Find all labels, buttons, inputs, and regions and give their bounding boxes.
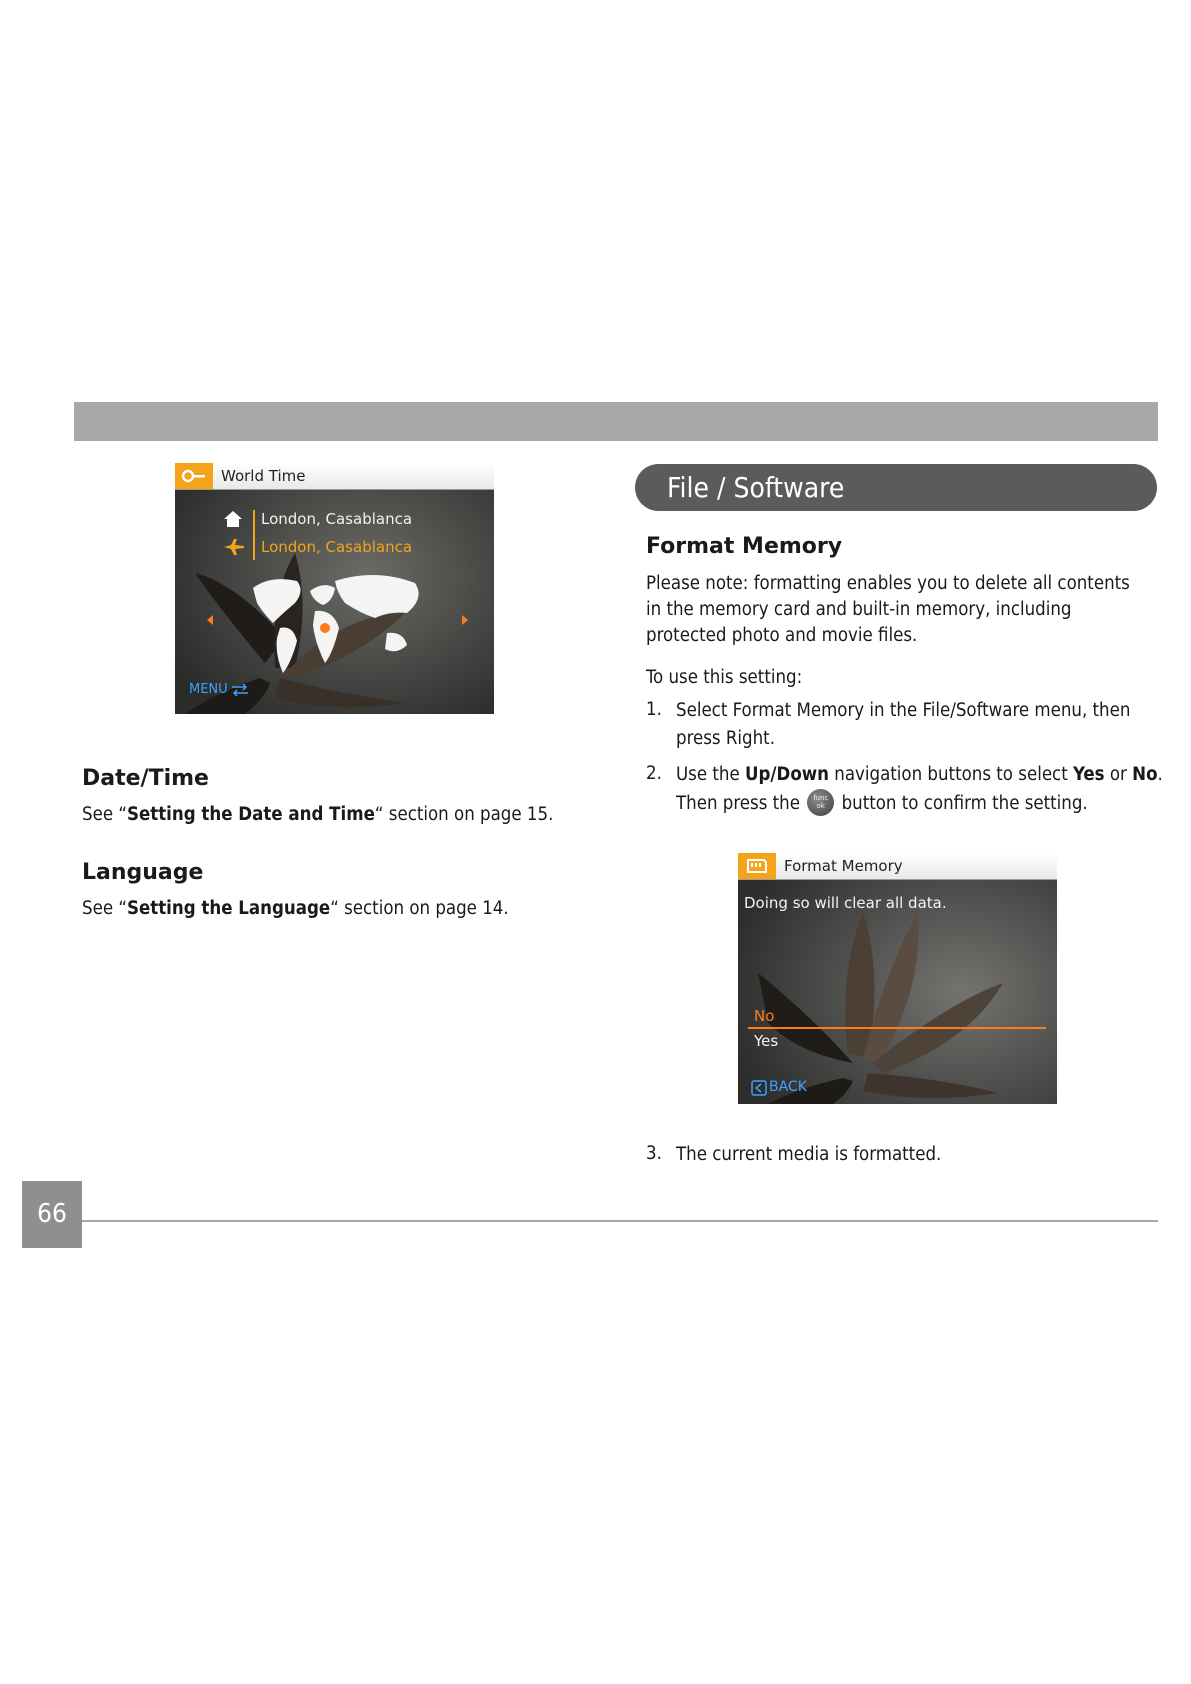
language-heading: Language bbox=[82, 860, 204, 885]
format-memory-screenshot bbox=[738, 853, 1057, 1104]
step-3-number: 3. bbox=[646, 1143, 662, 1164]
header-bar bbox=[74, 402, 1158, 441]
language-text: See “Setting the Language“ section on page 14. bbox=[82, 898, 509, 919]
key-icon bbox=[175, 463, 213, 489]
world-map-background bbox=[175, 463, 494, 714]
airplane-icon bbox=[222, 538, 246, 556]
menu-hint: MENU bbox=[189, 682, 228, 697]
date-time-heading: Date/Time bbox=[82, 766, 209, 791]
format-memory-note: Please note: formatting enables you to delete all contents in the memory card and built-in memory, including protected photo and movie files. bbox=[646, 573, 1130, 646]
format-memory-screen-title: Format Memory bbox=[784, 857, 903, 875]
date-time-text: See “Setting the Date and Time“ section on page 15. bbox=[82, 804, 554, 825]
home-icon bbox=[223, 510, 243, 528]
format-memory-intro: To use this setting: bbox=[646, 667, 803, 688]
flower-background bbox=[738, 853, 1057, 1104]
step-2-text: Use the Up/Down navigation buttons to select Yes or No. Then press the func ok button to confirm the setting. bbox=[676, 761, 1166, 818]
page-number: 66 bbox=[37, 1199, 67, 1229]
home-city: London, Casablanca bbox=[261, 510, 413, 528]
step-1-number: 1. bbox=[646, 699, 662, 720]
selection-highlight-line bbox=[748, 1027, 1046, 1029]
world-time-header bbox=[175, 463, 494, 490]
world-time-title: World Time bbox=[221, 467, 306, 485]
destination-city: London, Casablanca bbox=[261, 538, 413, 556]
swap-arrows-icon bbox=[231, 684, 249, 696]
file-tab bbox=[738, 853, 776, 879]
section-title-pill bbox=[635, 464, 1157, 511]
settings-tab bbox=[175, 463, 213, 489]
back-button[interactable]: BACK bbox=[769, 1079, 807, 1095]
back-arrow-icon bbox=[751, 1080, 767, 1096]
format-memory-header bbox=[738, 853, 1057, 880]
step-3-text: The current media is formatted. bbox=[676, 1144, 942, 1165]
step-1-text: Select Format Memory in the File/Software menu, then press Right. bbox=[676, 700, 1131, 749]
date-time-link[interactable]: Setting the Date and Time bbox=[126, 804, 375, 825]
memory-card-icon bbox=[738, 853, 776, 879]
section-title: File / Software bbox=[667, 471, 845, 504]
world-time-screenshot bbox=[175, 463, 494, 714]
format-warning-message: Doing so will clear all data. bbox=[744, 894, 947, 912]
step-2-number: 2. bbox=[646, 763, 662, 784]
footer-rule bbox=[82, 1220, 1158, 1222]
option-yes[interactable]: Yes bbox=[754, 1032, 779, 1050]
language-link[interactable]: Setting the Language bbox=[126, 898, 331, 919]
option-no[interactable]: No bbox=[754, 1007, 775, 1025]
func-ok-button-icon bbox=[807, 789, 834, 816]
page-number-tab bbox=[22, 1181, 82, 1248]
format-memory-heading: Format Memory bbox=[646, 534, 843, 559]
